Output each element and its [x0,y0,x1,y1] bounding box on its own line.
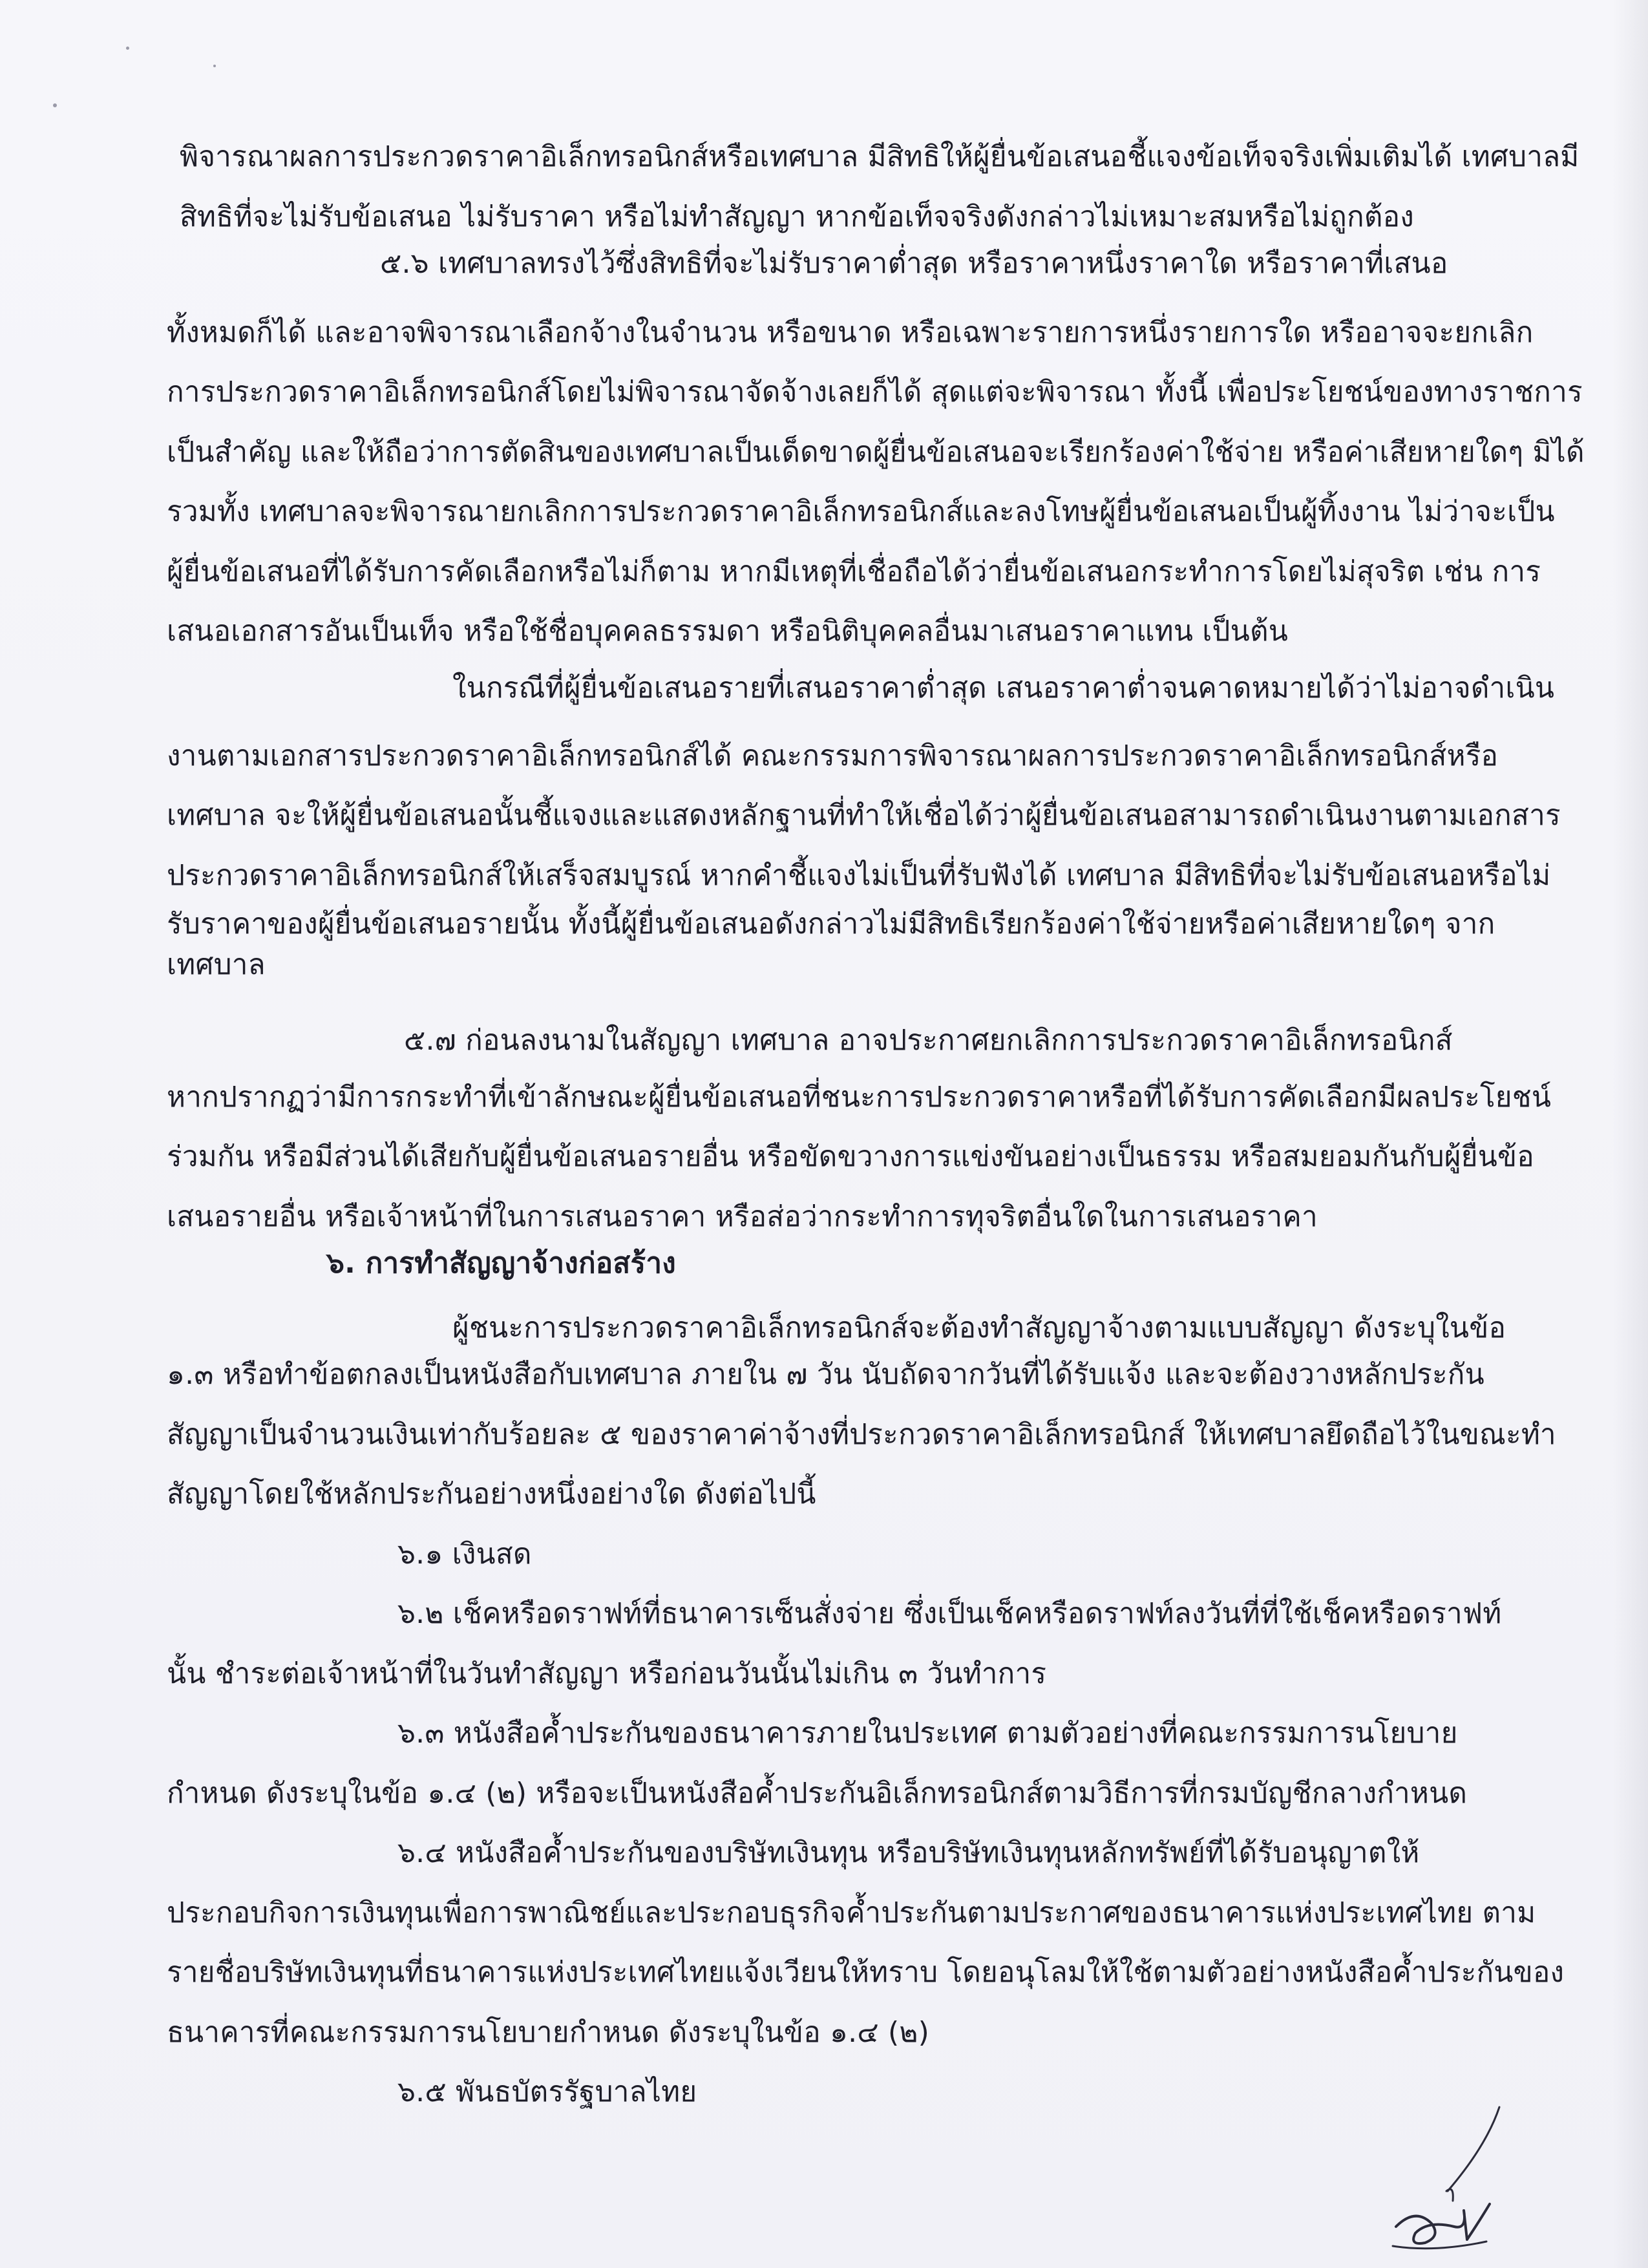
clause-5-6: ๕.๖ เทศบาลทรงไว้ซึ่งสิทธิที่จะไม่รับราคาต่ำสุด หรือราคาหนึ่งราคาใด หรือราคาที่เสนอ [380,247,1448,280]
clause-6-5: ๖.๕ พันธบัตรรัฐบาลไทย [397,2075,697,2108]
body-line: การประกวดราคาอิเล็กทรอนิกส์โดยไม่พิจารณาจัดจ้างเลยก็ได้ สุดแต่จะพิจารณา ทั้งนี้ เพื่อประโยชน์ของทางราชการ [167,376,1583,408]
body-line: เสนอเอกสารอันเป็นเท็จ หรือใช้ชื่อบุคคลธรรมดา หรือนิติบุคคลอื่นมาเสนอราคาแทน เป็นต้น [167,615,1289,648]
body-line: พิจารณาผลการประกวดราคาอิเล็กทรอนิกส์หรือเทศบาล มีสิทธิให้ผู้ยื่นข้อเสนอชี้แจงข้อเท็จจริงเพิ่มเติมได้ เทศบาลมี [180,140,1579,173]
body-line: หากปรากฏว่ามีการกระทำที่เข้าลักษณะผู้ยื่นข้อเสนอที่ชนะการประกวดราคาหรือที่ได้รับการคัดเลือกมีผลประโยชน์ [167,1081,1552,1114]
body-line: ธนาคารที่คณะกรรมการนโยบายกำหนด ดังระบุในข้อ ๑.๔ (๒) [167,2016,929,2049]
scan-speck [126,47,129,50]
body-line: ร่วมกัน หรือมีส่วนได้เสียกับผู้ยื่นข้อเสนอรายอื่น หรือขัดขวางการแข่งขันอย่างเป็นธรรม หรือสมยอมกันกับผู้ยื่นข้อ [167,1140,1534,1173]
body-line: รับราคาของผู้ยื่นข้อเสนอรายนั้น ทั้งนี้ผู้ยื่นข้อเสนอดังกล่าวไม่มีสิทธิเรียกร้องค่าใช้จ่ายหรือค่าเสียหายใดๆ จาก [167,907,1495,940]
handwritten-signature [1370,2094,1538,2262]
body-line: ในกรณีที่ผู้ยื่นข้อเสนอรายที่เสนอราคาต่ำสุด เสนอราคาต่ำจนคาดหมายได้ว่าไม่อาจดำเนิน [452,672,1555,705]
clause-6-3: ๖.๓ หนังสือค้ำประกันของธนาคารภายในประเทศ ตามตัวอย่างที่คณะกรรมการนโยบาย [397,1717,1458,1750]
body-line: กำหนด ดังระบุในข้อ ๑.๔ (๒) หรือจะเป็นหนังสือค้ำประกันอิเล็กทรอนิกส์ตามวิธีการที่กรมบัญชีกลางกำหนด [167,1777,1468,1810]
body-line: เสนอรายอื่น หรือเจ้าหน้าที่ในการเสนอราคา หรือส่อว่ากระทำการทุจริตอื่นใดในการเสนอราคา [167,1200,1318,1233]
body-line: รายชื่อบริษัทเงินทุนที่ธนาคารแห่งประเทศไทยแจ้งเวียนให้ทราบ โดยอนุโลมให้ใช้ตามตัวอย่างหนังสือค้ำประกันของ [167,1956,1565,1989]
body-line: เทศบาล จะให้ผู้ยื่นข้อเสนอนั้นชี้แจงและแสดงหลักฐานที่ทำให้เชื่อได้ว่าผู้ยื่นข้อเสนอสามารถดำเนินงานตามเอกสาร [167,799,1561,832]
body-line: นั้น ชำระต่อเจ้าหน้าที่ในวันทำสัญญา หรือก่อนวันนั้นไม่เกิน ๓ วันทำการ [167,1657,1047,1690]
scan-speck [53,103,57,107]
body-line: สัญญาเป็นจำนวนเงินเท่ากับร้อยละ ๕ ของราคาค่าจ้างที่ประกวดราคาอิเล็กทรอนิกส์ ให้เทศบาลยึดถือไว้ในขณะทำ [167,1418,1556,1451]
body-line: ประกวดราคาอิเล็กทรอนิกส์ให้เสร็จสมบูรณ์ หากคำชี้แจงไม่เป็นที่รับฟังได้ เทศบาล มีสิทธิที่จะไม่รับข้อเสนอหรือไม่ [167,859,1551,892]
body-line: ประกอบกิจการเงินทุนเพื่อการพาณิชย์และประกอบธุรกิจค้ำประกันตามประกาศของธนาคารแห่งประเทศไทย ตาม [167,1896,1536,1929]
body-line: ทั้งหมดก็ได้ และอาจพิจารณาเลือกจ้างในจำนวน หรือขนาด หรือเฉพาะรายการหนึ่งรายการใด หรืออาจจะยกเลิก [167,316,1534,349]
body-line: ผู้ชนะการประกวดราคาอิเล็กทรอนิกส์จะต้องทำสัญญาจ้างตามแบบสัญญา ดังระบุในข้อ [452,1311,1506,1344]
body-line: ๑.๓ หรือทำข้อตกลงเป็นหนังสือกับเทศบาล ภายใน ๗ วัน นับถัดจากวันที่ได้รับแจ้ง และจะต้องวางหลักประกัน [167,1358,1484,1391]
clause-6-4: ๖.๔ หนังสือค้ำประกันของบริษัทเงินทุน หรือบริษัทเงินทุนหลักทรัพย์ที่ได้รับอนุญาตให้ [397,1836,1420,1869]
body-line: ผู้ยื่นข้อเสนอที่ได้รับการคัดเลือกหรือไม่ก็ตาม หากมีเหตุที่เชื่อถือได้ว่ายื่นข้อเสนอกระทำการโดยไม่สุจริต เช่น การ [167,555,1541,588]
body-line: เป็นสำคัญ และให้ถือว่าการตัดสินของเทศบาลเป็นเด็ดขาดผู้ยื่นข้อเสนอจะเรียกร้องค่าใช้จ่าย หรือค่าเสียหายใดๆ มิได้ [167,436,1585,469]
clause-5-7: ๕.๗ ก่อนลงนามในสัญญา เทศบาล อาจประกาศยกเลิกการประกวดราคาอิเล็กทรอนิกส์ [404,1024,1453,1057]
body-line: งานตามเอกสารประกวดราคาอิเล็กทรอนิกส์ได้ คณะกรรมการพิจารณาผลการประกวดราคาอิเล็กทรอนิกส์หรือ [167,739,1499,772]
scan-speck [213,65,216,67]
body-line: รวมทั้ง เทศบาลจะพิจารณายกเลิกการประกวดราคาอิเล็กทรอนิกส์และลงโทษผู้ยื่นข้อเสนอเป็นผู้ทิ้งงาน ไม่ว่าจะเป็น [167,495,1555,528]
section-6-heading: ๖. การทำสัญญาจ้างก่อสร้าง [326,1247,676,1280]
clause-6-2: ๖.๒ เช็คหรือดราฟท์ที่ธนาคารเซ็นสั่งจ่าย ซึ่งเป็นเช็คหรือดราฟท์ลงวันที่ที่ใช้เช็คหรือดราฟท์ [397,1597,1502,1630]
scan-edge-shadow [1612,0,1648,2268]
body-line: สัญญาโดยใช้หลักประกันอย่างหนึ่งอย่างใด ดังต่อไปนี้ [167,1478,816,1510]
clause-6-1: ๖.๑ เงินสด [397,1538,532,1571]
body-line: สิทธิที่จะไม่รับข้อเสนอ ไม่รับราคา หรือไม่ทำสัญญา หากข้อเท็จจริงดังกล่าวไม่เหมาะสมหรือไม่ถูกต้อง [180,200,1414,233]
body-line: เทศบาล [167,948,266,981]
